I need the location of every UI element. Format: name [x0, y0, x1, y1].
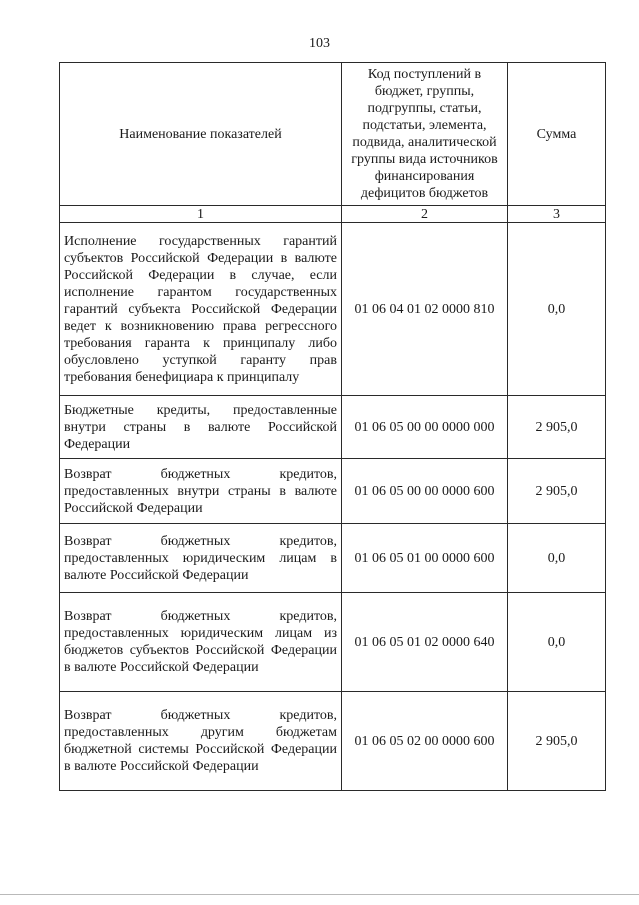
row-name: Возврат бюджетных кредитов, предоставленных юридическим лицам в валюте Российской Федерации	[60, 524, 342, 593]
scan-edge-divider	[0, 894, 639, 895]
row-code: 01 06 05 02 00 0000 600	[342, 692, 508, 791]
row-code: 01 06 05 01 02 0000 640	[342, 593, 508, 692]
row-code: 01 06 05 00 00 0000 600	[342, 459, 508, 524]
header-code: Код поступлений в бюджет, группы, подгруппы, статьи, подстатьи, элемента, подвида, аналитической группы вида источников финансирования дефицитов бюджетов	[342, 63, 508, 206]
column-number: 1	[60, 206, 342, 223]
row-sum: 0,0	[508, 223, 606, 396]
column-number: 3	[508, 206, 606, 223]
row-sum: 2 905,0	[508, 396, 606, 459]
table-row	[60, 396, 606, 459]
row-sum: 0,0	[508, 593, 606, 692]
table-row	[60, 223, 606, 396]
row-name: Возврат бюджетных кредитов, предоставленных юридическим лицам из бюджетов субъектов Российской Федерации в валюте Российской Федерации	[60, 593, 342, 692]
column-number: 2	[342, 206, 508, 223]
row-name: Возврат бюджетных кредитов, предоставленных другим бюджетам бюджетной системы Российской Федерации в валюте Российской Федерации	[60, 692, 342, 791]
table-row	[60, 692, 606, 791]
row-sum: 2 905,0	[508, 459, 606, 524]
row-name: Бюджетные кредиты, предоставленные внутри страны в валюте Российской Федерации	[60, 396, 342, 459]
table-row	[60, 593, 606, 692]
table-row	[60, 459, 606, 524]
row-sum: 2 905,0	[508, 692, 606, 791]
column-number-row	[60, 206, 606, 223]
header-name: Наименование показателей	[60, 63, 342, 206]
row-name: Исполнение государственных гарантий субъектов Российской Федерации в валюте Российской Федерации в случае, если исполнение гарантом государственных гарантий субъекта Российской Федерации ведет к возникновению права регрессного требования гаранта к принципалу либо обусловлено уступкой гаранту прав требования бенефициара к принципалу	[60, 223, 342, 396]
row-code: 01 06 05 00 00 0000 000	[342, 396, 508, 459]
row-name: Возврат бюджетных кредитов, предоставленных внутри страны в валюте Российской Федерации	[60, 459, 342, 524]
row-sum: 0,0	[508, 524, 606, 593]
row-code: 01 06 04 01 02 0000 810	[342, 223, 508, 396]
row-code: 01 06 05 01 00 0000 600	[342, 524, 508, 593]
table-row	[60, 524, 606, 593]
header-sum: Сумма	[508, 63, 606, 206]
table-header-row	[60, 63, 606, 206]
page-number: 103	[309, 36, 330, 51]
sources-table	[59, 62, 606, 791]
